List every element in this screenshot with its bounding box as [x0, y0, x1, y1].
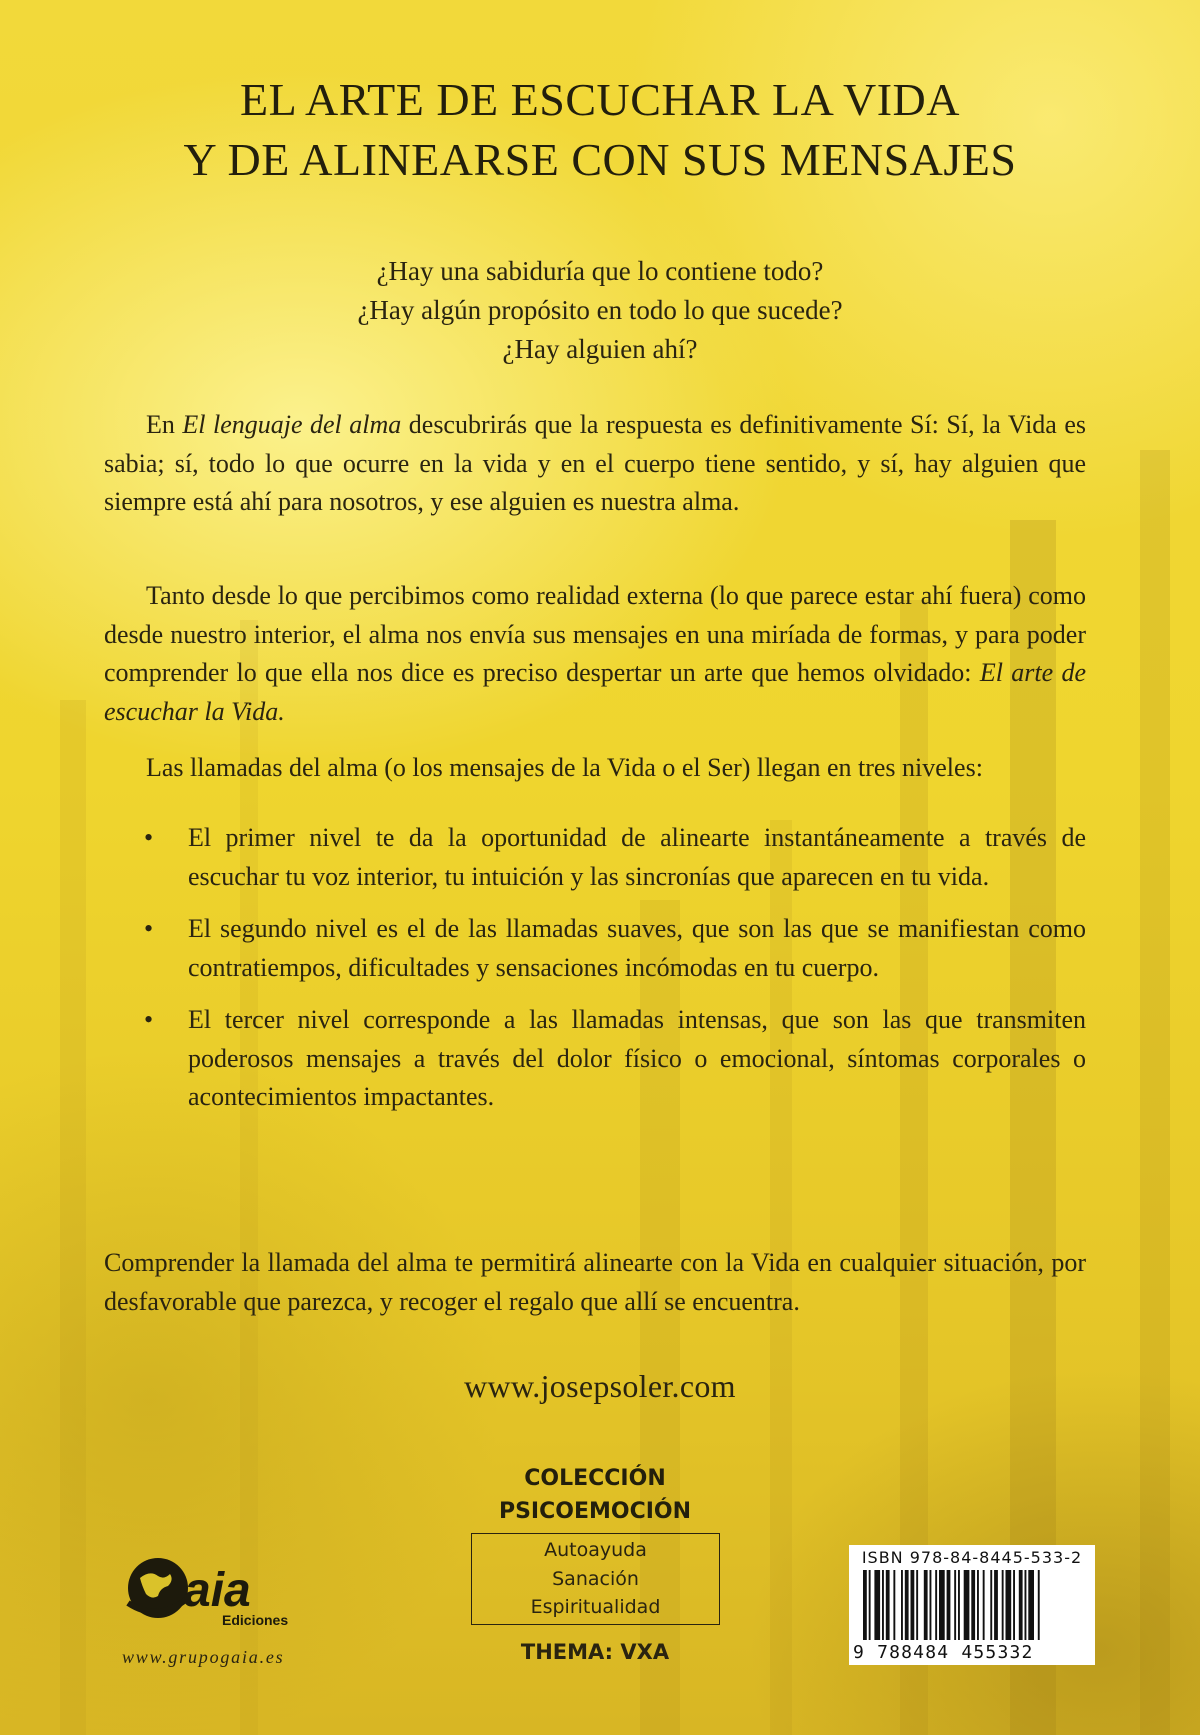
svg-text:aia: aia	[184, 1564, 251, 1617]
categories-box	[471, 1533, 720, 1625]
title-line-2: Y DE ALINEARSE CON SUS MENSAJES	[183, 134, 1017, 185]
thema-code: THEMA: VXA	[520, 1640, 670, 1664]
collection-name: PSICOEMOCIÓN	[498, 1499, 692, 1524]
list-item: • El tercer nivel corresponde a las llamadas intensas, que son las que transmiten poderosos mensajes a través del dolor físico o emocional, síntomas corporales o acontecimientos impactantes.	[144, 1001, 1086, 1117]
collection-label: COLECCIÓN	[524, 1466, 666, 1491]
category: Espiritualidad	[530, 1596, 661, 1618]
author-website: www.josepsoler.com	[464, 1368, 736, 1404]
category: Sanación	[552, 1567, 639, 1590]
back-cover-title	[0, 70, 1200, 190]
publisher-website: www.grupogaia.es	[122, 1647, 285, 1667]
paragraph-intro: En El lenguaje del alma descubrirás que la respuesta es definitivamente Sí: Sí, la Vida es sabia; sí, todo lo que ocurre en la vida y en el cuerpo tiene sentido, y sí, hay alguien que siempre está ahí para nosotros, y ese alguien es nuestra alma.	[104, 410, 1087, 516]
category: Autoayuda	[544, 1539, 647, 1561]
bullet: •	[144, 914, 154, 943]
list-item: • El segundo nivel es el de las llamadas suaves, que son las que se manifiestan como contratiempos, dificultades y sensaciones incómodas en tu cuerpo.	[144, 910, 1086, 987]
gaia-logo	[118, 1548, 328, 1638]
isbn-label: ISBN 978-84-8445-533-2	[861, 1548, 1083, 1567]
collection-heading	[440, 1462, 750, 1528]
paragraph-art: Tanto desde lo que percibimos como realidad externa (lo que parece estar ahí fuera) como desde nuestro interior, el alma nos envía sus mensajes en una miríada de formas, y para poder comprender lo que ella nos dice es preciso despertar un arte que hemos olvidado: El arte de escuchar la Vida.	[104, 581, 1087, 726]
question: ¿Hay una sabiduría que lo contiene todo?	[376, 256, 824, 286]
list-item: • El primer nivel te da la oportunidad de alinearte instantáneamente a través de escuchar tu voz interior, tu intuición y las sincronías que aparecen en tu vida.	[144, 819, 1086, 896]
bullet: •	[144, 1005, 154, 1034]
isbn-barcode-box	[849, 1545, 1095, 1665]
globe-icon	[128, 1558, 188, 1618]
bullet: •	[144, 823, 154, 852]
question: ¿Hay algún propósito en todo lo que sucede?	[357, 295, 843, 325]
ean-number: 9 788484 455332	[853, 1642, 1034, 1663]
barcode-icon	[855, 1570, 1089, 1640]
title-line-1: EL ARTE DE ESCUCHAR LA VIDA	[240, 74, 960, 125]
book-title: El lenguaje del alma	[182, 410, 402, 439]
levels-list	[144, 819, 1086, 1117]
emphasis-text: El arte de escuchar la Vida.	[104, 658, 1087, 726]
svg-text:Ediciones: Ediciones	[222, 1612, 289, 1628]
questions-block	[0, 252, 1200, 369]
paragraph-levels-intro: Las llamadas del alma (o los mensajes de la Vida o el Ser) llegan en tres niveles:	[146, 753, 983, 782]
question: ¿Hay alguien ahí?	[502, 334, 698, 364]
paragraph-closing: Comprender la llamada del alma te permitirá alinearte con la Vida en cualquier situación, por desfavorable que parezca, y recoger el regalo que allí se encuentra.	[104, 1248, 1086, 1316]
